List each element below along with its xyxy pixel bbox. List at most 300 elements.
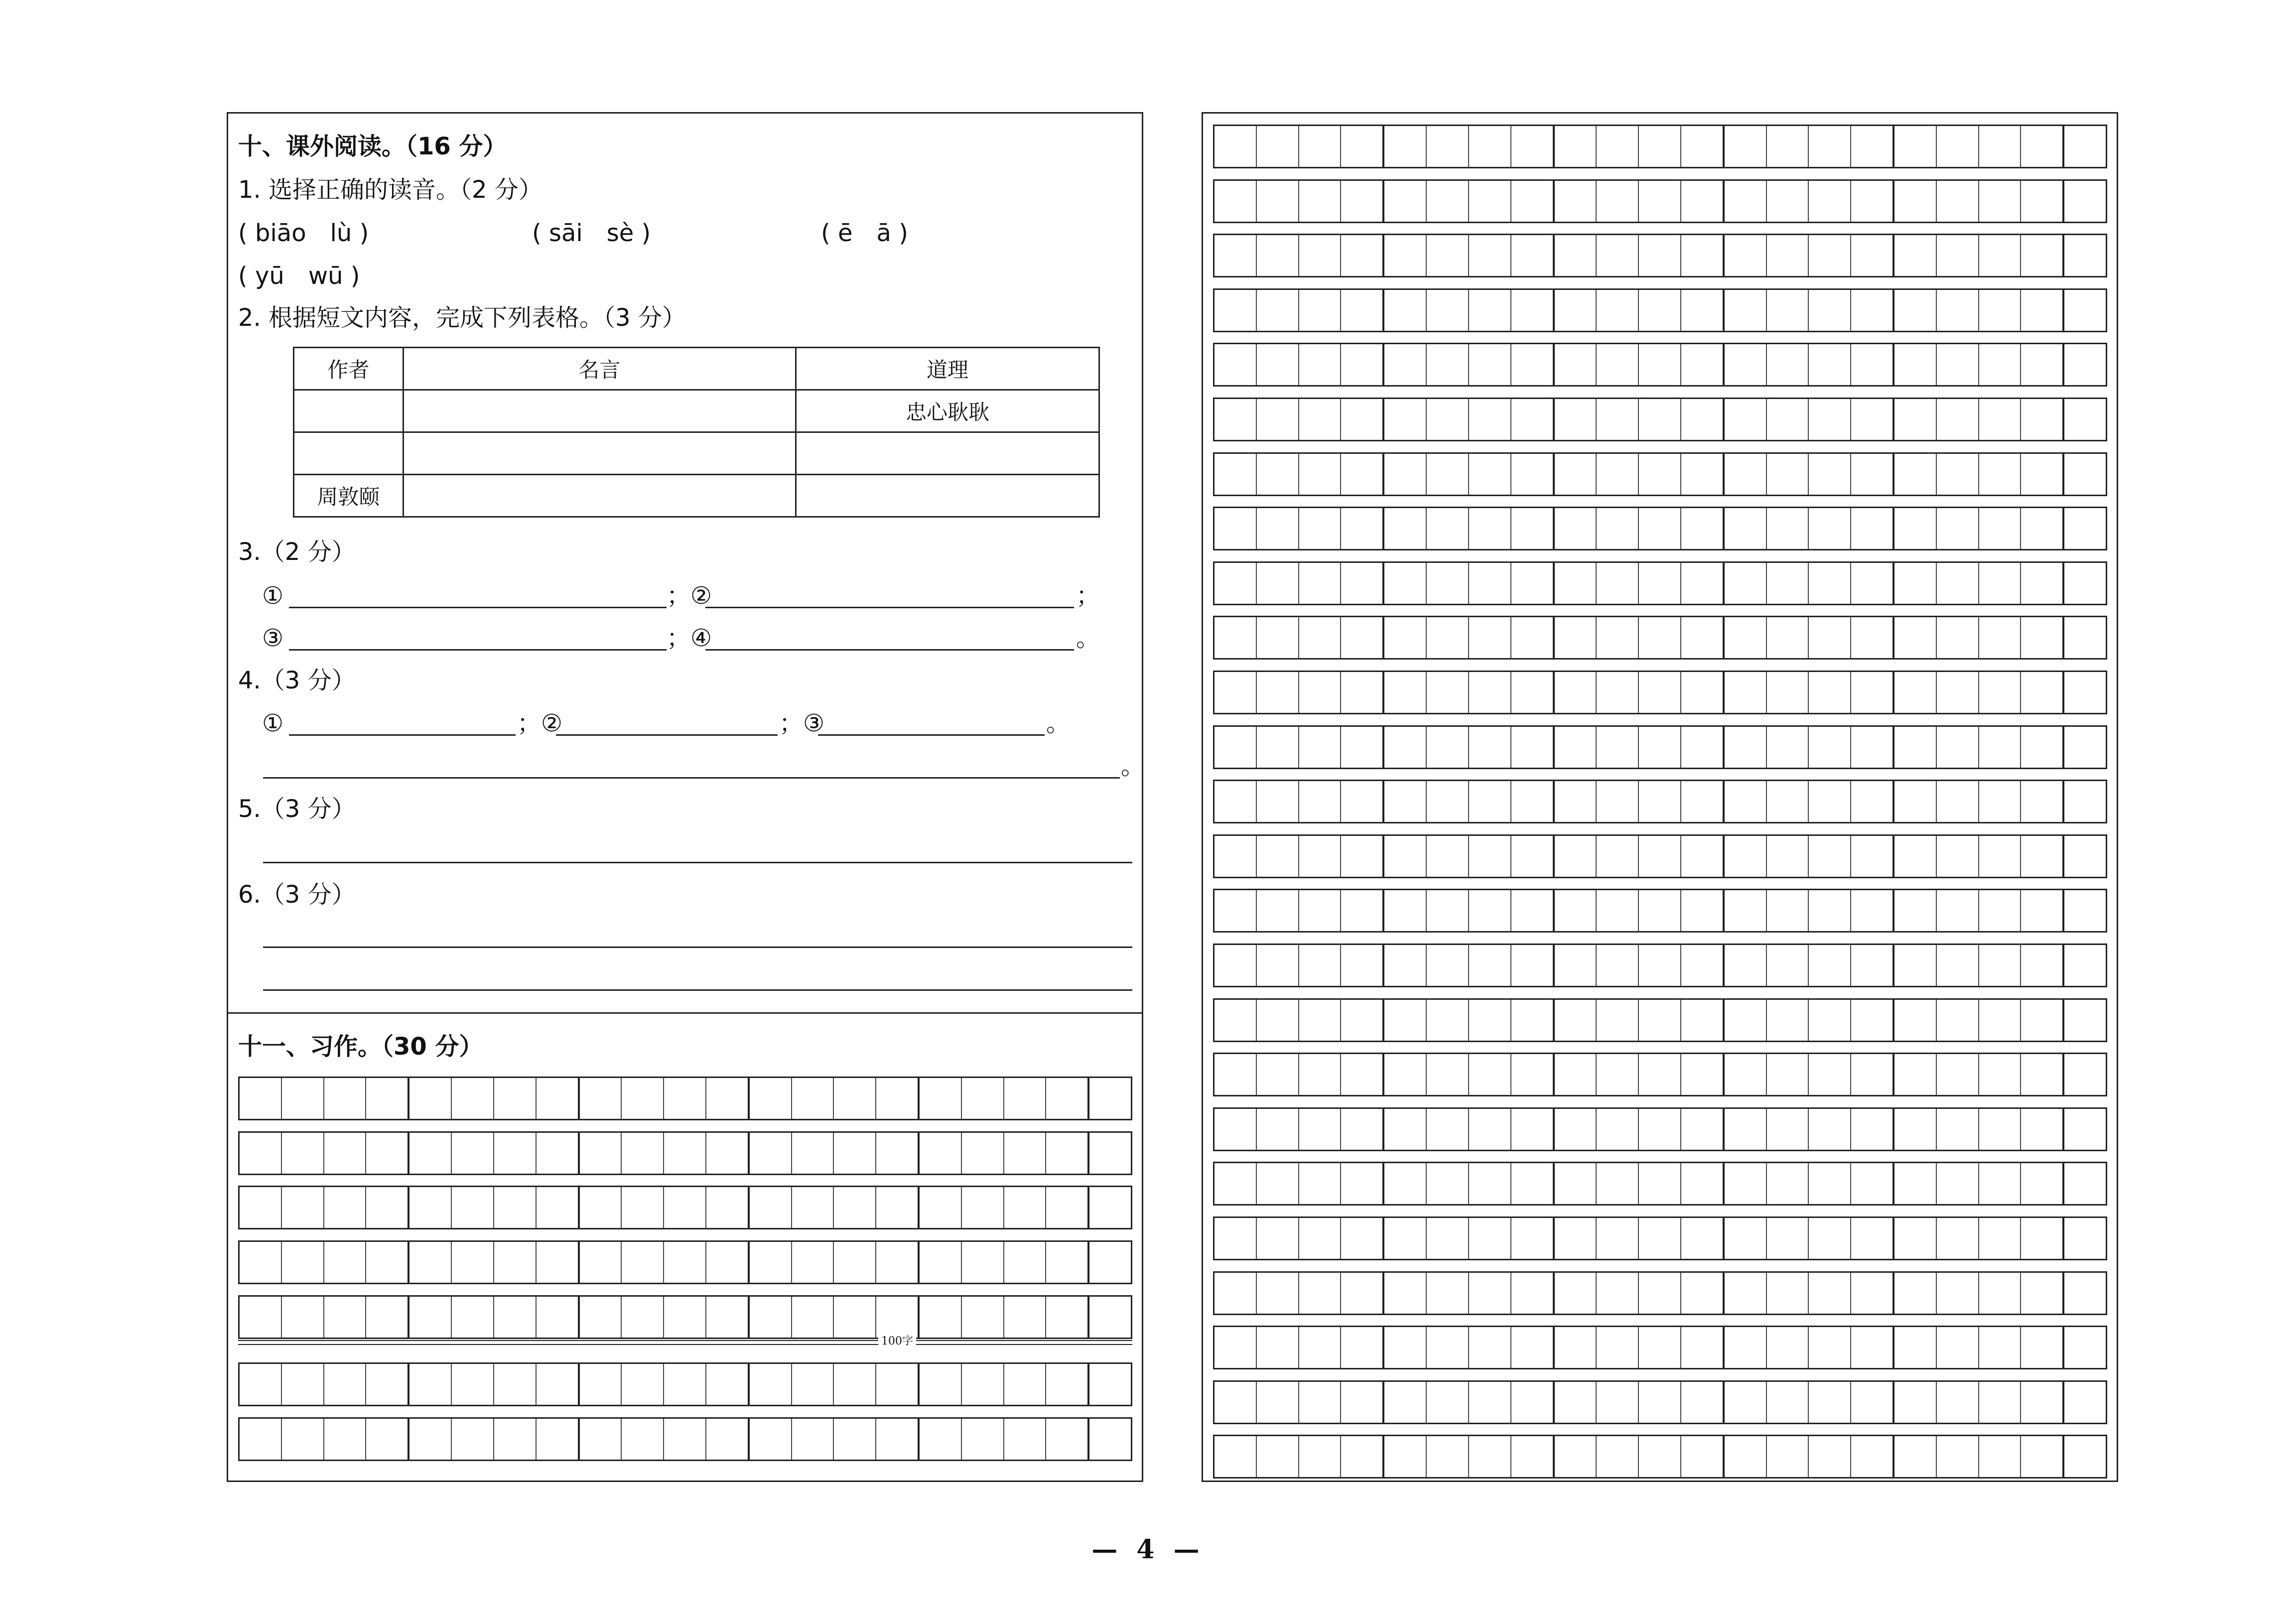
table-cell[interactable] [796, 475, 1099, 517]
grid-cell[interactable] [1298, 563, 1341, 604]
grid-cell[interactable] [918, 1364, 961, 1405]
grid-cell[interactable] [1340, 1382, 1382, 1423]
grid-cell[interactable] [1850, 1000, 1892, 1041]
grid-cell[interactable] [1808, 727, 1850, 768]
grid-cell[interactable] [1510, 563, 1553, 604]
grid-cell[interactable] [1215, 399, 1256, 440]
grid-cell[interactable] [1468, 727, 1510, 768]
table-cell[interactable] [796, 432, 1099, 475]
grid-cell[interactable] [2062, 1327, 2106, 1368]
grid-cell[interactable] [2020, 344, 2062, 385]
grid-cell[interactable] [1468, 672, 1510, 713]
grid-cell[interactable] [1808, 181, 1850, 222]
grid-cell[interactable] [1553, 617, 1596, 658]
grid-cell[interactable] [1638, 290, 1680, 331]
grid-cell[interactable] [1215, 1273, 1256, 1314]
grid-cell[interactable] [1680, 1218, 1723, 1259]
grid-cell[interactable] [281, 1133, 323, 1174]
grid-cell[interactable] [1808, 508, 1850, 549]
grid-cell[interactable] [1426, 1109, 1468, 1150]
grid-cell[interactable] [1850, 235, 1892, 276]
grid-cell[interactable] [1298, 1436, 1341, 1477]
grid-cell[interactable] [621, 1242, 663, 1283]
grid-cell[interactable] [1978, 672, 2021, 713]
grid-cell[interactable] [407, 1364, 451, 1405]
grid-cell[interactable] [1298, 454, 1341, 495]
grid-cell[interactable] [1638, 1218, 1680, 1259]
grid-cell[interactable] [1468, 836, 1510, 877]
grid-cell[interactable] [1256, 1218, 1298, 1259]
grid-cell[interactable] [621, 1187, 663, 1228]
grid-cell[interactable] [2062, 1273, 2106, 1314]
grid-cell[interactable] [1638, 1000, 1680, 1041]
grid-cell[interactable] [2020, 1109, 2062, 1150]
grid-cell[interactable] [1382, 399, 1426, 440]
grid-cell[interactable] [1215, 672, 1256, 713]
grid-cell[interactable] [1892, 1273, 1936, 1314]
grid-cell[interactable] [1553, 1109, 1596, 1150]
grid-cell[interactable] [621, 1419, 663, 1460]
grid-cell[interactable] [1298, 1163, 1341, 1204]
grid-cell[interactable] [1680, 181, 1723, 222]
grid-cell[interactable] [2020, 945, 2062, 986]
grid-cell[interactable] [1936, 563, 1978, 604]
grid-cell[interactable] [791, 1297, 833, 1338]
grid-cell[interactable] [1850, 1273, 1892, 1314]
grid-cell[interactable] [1766, 454, 1808, 495]
grid-cell[interactable] [1468, 1163, 1510, 1204]
grid-cell[interactable] [791, 1078, 833, 1119]
grid-cell[interactable] [2020, 181, 2062, 222]
grid-cell[interactable] [1680, 1273, 1723, 1314]
grid-cell[interactable] [1426, 235, 1468, 276]
grid-cell[interactable] [323, 1187, 366, 1228]
grid-cell[interactable] [1426, 1163, 1468, 1204]
grid-cell[interactable] [1723, 1054, 1766, 1095]
grid-cell[interactable] [1638, 235, 1680, 276]
answer-blank-line[interactable] [289, 649, 667, 651]
grid-cell[interactable] [1553, 1382, 1596, 1423]
grid-cell[interactable] [1766, 290, 1808, 331]
grid-cell[interactable] [1468, 1218, 1510, 1259]
grid-cell[interactable] [1340, 290, 1382, 331]
grid-cell[interactable] [2020, 563, 2062, 604]
grid-cell[interactable] [1850, 344, 1892, 385]
grid-cell[interactable] [2020, 727, 2062, 768]
grid-cell[interactable] [1892, 508, 1936, 549]
grid-cell[interactable] [1892, 399, 1936, 440]
grid-cell[interactable] [1850, 1054, 1892, 1095]
grid-cell[interactable] [1553, 1327, 1596, 1368]
grid-cell[interactable] [1850, 290, 1892, 331]
grid-cell[interactable] [451, 1419, 493, 1460]
grid-cell[interactable] [240, 1133, 281, 1174]
grid-cell[interactable] [1680, 344, 1723, 385]
grid-cell[interactable] [1680, 836, 1723, 877]
grid-cell[interactable] [1426, 1054, 1468, 1095]
grid-cell[interactable] [1596, 454, 1638, 495]
grid-cell[interactable] [1892, 1109, 1936, 1150]
grid-cell[interactable] [1680, 945, 1723, 986]
grid-cell[interactable] [1638, 508, 1680, 549]
grid-cell[interactable] [1936, 727, 1978, 768]
grid-cell[interactable] [1978, 235, 2021, 276]
grid-cell[interactable] [1596, 399, 1638, 440]
grid-cell[interactable] [1340, 126, 1382, 167]
grid-cell[interactable] [1808, 290, 1850, 331]
grid-cell[interactable] [1638, 945, 1680, 986]
grid-cell[interactable] [1638, 181, 1680, 222]
grid-cell[interactable] [1215, 290, 1256, 331]
grid-cell[interactable] [1256, 508, 1298, 549]
grid-cell[interactable] [1256, 1327, 1298, 1368]
grid-cell[interactable] [1596, 727, 1638, 768]
answer-blank-line[interactable] [263, 946, 1132, 948]
grid-cell[interactable] [2062, 344, 2106, 385]
grid-cell[interactable] [1510, 1273, 1553, 1314]
grid-cell[interactable] [1978, 563, 2021, 604]
grid-cell[interactable] [1553, 1436, 1596, 1477]
grid-cell[interactable] [1256, 454, 1298, 495]
grid-cell[interactable] [791, 1419, 833, 1460]
grid-cell[interactable] [1553, 126, 1596, 167]
grid-cell[interactable] [1766, 836, 1808, 877]
grid-cell[interactable] [1256, 1382, 1298, 1423]
grid-cell[interactable] [1426, 344, 1468, 385]
grid-cell[interactable] [1382, 781, 1426, 822]
grid-cell[interactable] [281, 1364, 323, 1405]
grid-cell[interactable] [1936, 1327, 1978, 1368]
grid-cell[interactable] [578, 1242, 621, 1283]
grid-cell[interactable] [2062, 1109, 2106, 1150]
grid-cell[interactable] [1978, 1382, 2021, 1423]
grid-cell[interactable] [1936, 181, 1978, 222]
grid-cell[interactable] [1426, 1000, 1468, 1041]
grid-cell[interactable] [1256, 781, 1298, 822]
grid-cell[interactable] [1340, 235, 1382, 276]
grid-cell[interactable] [705, 1133, 748, 1174]
grid-cell[interactable] [1723, 1000, 1766, 1041]
grid-cell[interactable] [833, 1133, 875, 1174]
grid-cell[interactable] [833, 1078, 875, 1119]
grid-cell[interactable] [1510, 945, 1553, 986]
grid-cell[interactable] [1892, 727, 1936, 768]
grid-cell[interactable] [365, 1297, 407, 1338]
grid-cell[interactable] [2020, 1273, 2062, 1314]
grid-cell[interactable] [1808, 672, 1850, 713]
grid-cell[interactable] [1892, 344, 1936, 385]
grid-cell[interactable] [875, 1133, 918, 1174]
grid-cell[interactable] [833, 1187, 875, 1228]
grid-cell[interactable] [1808, 1000, 1850, 1041]
grid-cell[interactable] [1978, 1273, 2021, 1314]
grid-cell[interactable] [281, 1187, 323, 1228]
grid-cell[interactable] [1680, 508, 1723, 549]
grid-cell[interactable] [1850, 781, 1892, 822]
grid-cell[interactable] [1382, 890, 1426, 931]
grid-cell[interactable] [1808, 235, 1850, 276]
grid-cell[interactable] [1850, 454, 1892, 495]
grid-cell[interactable] [1215, 890, 1256, 931]
grid-cell[interactable] [493, 1242, 536, 1283]
grid-cell[interactable] [407, 1187, 451, 1228]
grid-cell[interactable] [1340, 1163, 1382, 1204]
grid-cell[interactable] [1892, 945, 1936, 986]
grid-cell[interactable] [1723, 1109, 1766, 1150]
grid-cell[interactable] [1892, 563, 1936, 604]
grid-cell[interactable] [961, 1187, 1003, 1228]
grid-cell[interactable] [1892, 1436, 1936, 1477]
grid-cell[interactable] [1298, 181, 1341, 222]
grid-cell[interactable] [365, 1364, 407, 1405]
grid-cell[interactable] [1426, 454, 1468, 495]
grid-cell[interactable] [1426, 617, 1468, 658]
grid-cell[interactable] [1723, 344, 1766, 385]
grid-cell[interactable] [1298, 1000, 1341, 1041]
grid-cell[interactable] [833, 1419, 875, 1460]
grid-cell[interactable] [1340, 617, 1382, 658]
grid-cell[interactable] [1340, 508, 1382, 549]
grid-cell[interactable] [1340, 344, 1382, 385]
grid-cell[interactable] [407, 1133, 451, 1174]
grid-cell[interactable] [1850, 508, 1892, 549]
grid-cell[interactable] [2062, 1000, 2106, 1041]
grid-cell[interactable] [1766, 563, 1808, 604]
grid-cell[interactable] [748, 1078, 791, 1119]
grid-cell[interactable] [1510, 1109, 1553, 1150]
grid-cell[interactable] [578, 1419, 621, 1460]
grid-cell[interactable] [1256, 290, 1298, 331]
grid-cell[interactable] [1382, 1163, 1426, 1204]
grid-cell[interactable] [1215, 617, 1256, 658]
grid-cell[interactable] [493, 1364, 536, 1405]
grid-cell[interactable] [1256, 1163, 1298, 1204]
grid-cell[interactable] [791, 1364, 833, 1405]
grid-cell[interactable] [1468, 563, 1510, 604]
grid-cell[interactable] [2020, 399, 2062, 440]
grid-cell[interactable] [1723, 508, 1766, 549]
grid-cell[interactable] [2062, 890, 2106, 931]
grid-cell[interactable] [1723, 1382, 1766, 1423]
grid-cell[interactable] [2062, 235, 2106, 276]
grid-cell[interactable] [1936, 945, 1978, 986]
pinyin-option-2[interactable]: ( sāi sè ) [532, 219, 651, 247]
grid-cell[interactable] [1215, 1109, 1256, 1150]
grid-cell[interactable] [621, 1364, 663, 1405]
grid-cell[interactable] [1468, 344, 1510, 385]
grid-cell[interactable] [1468, 1273, 1510, 1314]
grid-cell[interactable] [365, 1078, 407, 1119]
grid-cell[interactable] [1892, 617, 1936, 658]
grid-cell[interactable] [451, 1133, 493, 1174]
table-cell[interactable] [294, 432, 404, 475]
grid-cell[interactable] [1766, 1273, 1808, 1314]
answer-blank-line[interactable] [289, 734, 516, 736]
grid-cell[interactable] [1638, 617, 1680, 658]
grid-cell[interactable] [1340, 563, 1382, 604]
grid-cell[interactable] [1426, 1273, 1468, 1314]
grid-cell[interactable] [1850, 126, 1892, 167]
grid-cell[interactable] [1596, 1382, 1638, 1423]
grid-cell[interactable] [1978, 454, 2021, 495]
grid-cell[interactable] [1978, 1000, 2021, 1041]
grid-cell[interactable] [918, 1419, 961, 1460]
grid-cell[interactable] [1850, 399, 1892, 440]
grid-cell[interactable] [1256, 1273, 1298, 1314]
grid-cell[interactable] [1892, 235, 1936, 276]
grid-cell[interactable] [1215, 1054, 1256, 1095]
grid-cell[interactable] [407, 1242, 451, 1283]
grid-cell[interactable] [1382, 617, 1426, 658]
grid-cell[interactable] [2062, 1382, 2106, 1423]
grid-cell[interactable] [2020, 1054, 2062, 1095]
grid-cell[interactable] [1596, 290, 1638, 331]
grid-cell[interactable] [1680, 1109, 1723, 1150]
grid-cell[interactable] [1215, 508, 1256, 549]
grid-cell[interactable] [451, 1078, 493, 1119]
grid-cell[interactable] [1596, 781, 1638, 822]
grid-cell[interactable] [407, 1297, 451, 1338]
grid-cell[interactable] [1936, 508, 1978, 549]
grid-cell[interactable] [1850, 1382, 1892, 1423]
grid-cell[interactable] [1596, 1436, 1638, 1477]
grid-cell[interactable] [791, 1187, 833, 1228]
grid-cell[interactable] [1087, 1419, 1131, 1460]
grid-cell[interactable] [1638, 1109, 1680, 1150]
grid-cell[interactable] [1426, 672, 1468, 713]
grid-cell[interactable] [621, 1297, 663, 1338]
grid-cell[interactable] [1298, 945, 1341, 986]
grid-cell[interactable] [1003, 1133, 1046, 1174]
grid-cell[interactable] [1723, 672, 1766, 713]
answer-blank-line[interactable] [556, 734, 778, 736]
grid-cell[interactable] [1680, 1000, 1723, 1041]
grid-cell[interactable] [1426, 945, 1468, 986]
grid-cell[interactable] [1003, 1187, 1046, 1228]
grid-cell[interactable] [1382, 727, 1426, 768]
grid-cell[interactable] [1936, 344, 1978, 385]
grid-cell[interactable] [1045, 1297, 1087, 1338]
grid-cell[interactable] [407, 1419, 451, 1460]
grid-cell[interactable] [1468, 235, 1510, 276]
grid-cell[interactable] [1382, 1382, 1426, 1423]
grid-cell[interactable] [1978, 126, 2021, 167]
grid-cell[interactable] [1723, 1163, 1766, 1204]
grid-cell[interactable] [1340, 1109, 1382, 1150]
grid-cell[interactable] [1723, 1436, 1766, 1477]
grid-cell[interactable] [1596, 1273, 1638, 1314]
grid-cell[interactable] [1892, 181, 1936, 222]
grid-cell[interactable] [1978, 1163, 2021, 1204]
grid-cell[interactable] [2062, 727, 2106, 768]
grid-cell[interactable] [493, 1297, 536, 1338]
grid-cell[interactable] [1723, 890, 1766, 931]
grid-cell[interactable] [1808, 126, 1850, 167]
answer-blank-line[interactable] [818, 734, 1045, 736]
grid-cell[interactable] [1553, 1163, 1596, 1204]
grid-cell[interactable] [1553, 727, 1596, 768]
grid-cell[interactable] [578, 1364, 621, 1405]
grid-cell[interactable] [1766, 235, 1808, 276]
grid-cell[interactable] [748, 1297, 791, 1338]
grid-cell[interactable] [1256, 617, 1298, 658]
grid-cell[interactable] [1426, 126, 1468, 167]
grid-cell[interactable] [1382, 1327, 1426, 1368]
grid-cell[interactable] [1340, 1436, 1382, 1477]
grid-cell[interactable] [1936, 1109, 1978, 1150]
grid-cell[interactable] [1215, 1218, 1256, 1259]
grid-cell[interactable] [2020, 1218, 2062, 1259]
table-cell[interactable] [403, 390, 796, 432]
grid-cell[interactable] [1340, 1218, 1382, 1259]
grid-cell[interactable] [1256, 399, 1298, 440]
grid-cell[interactable] [1510, 1436, 1553, 1477]
grid-cell[interactable] [493, 1078, 536, 1119]
grid-cell[interactable] [578, 1078, 621, 1119]
grid-cell[interactable] [1936, 235, 1978, 276]
grid-cell[interactable] [1045, 1419, 1087, 1460]
grid-cell[interactable] [1936, 672, 1978, 713]
grid-cell[interactable] [2062, 781, 2106, 822]
answer-blank-line[interactable] [289, 607, 667, 608]
grid-cell[interactable] [281, 1242, 323, 1283]
grid-cell[interactable] [1808, 1382, 1850, 1423]
grid-cell[interactable] [1892, 290, 1936, 331]
grid-cell[interactable] [1808, 399, 1850, 440]
grid-cell[interactable] [493, 1419, 536, 1460]
grid-cell[interactable] [663, 1364, 705, 1405]
grid-cell[interactable] [1723, 617, 1766, 658]
grid-cell[interactable] [1256, 235, 1298, 276]
grid-cell[interactable] [1850, 617, 1892, 658]
grid-cell[interactable] [323, 1242, 366, 1283]
grid-cell[interactable] [1680, 454, 1723, 495]
grid-cell[interactable] [1766, 727, 1808, 768]
grid-cell[interactable] [1978, 1054, 2021, 1095]
grid-cell[interactable] [1766, 1382, 1808, 1423]
grid-cell[interactable] [1892, 1327, 1936, 1368]
grid-cell[interactable] [1766, 126, 1808, 167]
grid-cell[interactable] [918, 1242, 961, 1283]
grid-cell[interactable] [536, 1242, 578, 1283]
grid-cell[interactable] [1936, 1000, 1978, 1041]
grid-cell[interactable] [1596, 672, 1638, 713]
grid-cell[interactable] [791, 1242, 833, 1283]
grid-cell[interactable] [1978, 836, 2021, 877]
grid-cell[interactable] [1553, 454, 1596, 495]
grid-cell[interactable] [1936, 1163, 1978, 1204]
grid-cell[interactable] [1468, 399, 1510, 440]
grid-cell[interactable] [1638, 781, 1680, 822]
grid-cell[interactable] [365, 1419, 407, 1460]
grid-cell[interactable] [1510, 508, 1553, 549]
grid-cell[interactable] [1638, 454, 1680, 495]
grid-cell[interactable] [1680, 126, 1723, 167]
grid-cell[interactable] [1850, 181, 1892, 222]
grid-cell[interactable] [240, 1364, 281, 1405]
grid-cell[interactable] [1553, 290, 1596, 331]
grid-cell[interactable] [451, 1364, 493, 1405]
grid-cell[interactable] [1382, 508, 1426, 549]
grid-cell[interactable] [1468, 945, 1510, 986]
grid-cell[interactable] [1087, 1364, 1131, 1405]
grid-cell[interactable] [1298, 890, 1341, 931]
grid-cell[interactable] [875, 1419, 918, 1460]
grid-cell[interactable] [1426, 563, 1468, 604]
grid-cell[interactable] [1808, 781, 1850, 822]
grid-cell[interactable] [1340, 1000, 1382, 1041]
grid-cell[interactable] [1638, 344, 1680, 385]
